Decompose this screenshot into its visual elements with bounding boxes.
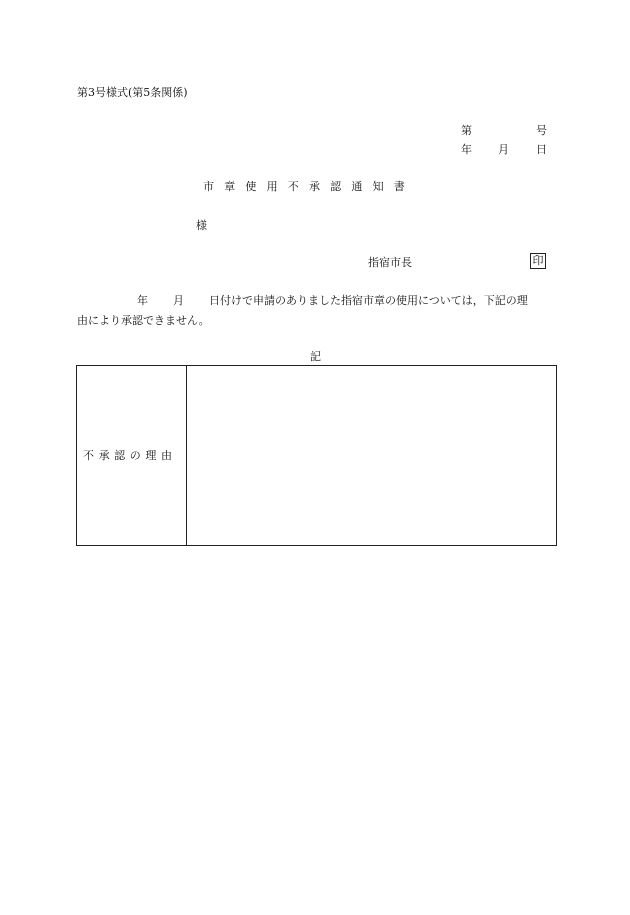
body-year-label: 年 [137, 294, 148, 307]
body-line1-text: 日付けで申請のありました指宿市章の使用については，下記の理 [209, 294, 528, 307]
issuer-name: 指宿市長 [368, 256, 412, 269]
seal-mark: 印 [530, 253, 546, 269]
document-number-suffix: 号 [536, 124, 547, 137]
date-day-label: 日 [536, 143, 547, 156]
date-month-label: 月 [498, 143, 509, 156]
reason-label: 不承認の理由 [83, 449, 177, 462]
body-month-label: 月 [173, 294, 184, 307]
document-number-prefix: 第 [461, 124, 472, 137]
date-year-label: 年 [461, 143, 472, 156]
addressee-honorific: 様 [196, 219, 207, 232]
body-paragraph-line1 [0, 294, 630, 308]
ki-heading: 記 [310, 350, 321, 363]
reason-label-cell [77, 366, 187, 545]
form-number: 第3号様式(第5条関係) [77, 86, 188, 99]
document-title: 市章使用不承認通知書 [203, 180, 415, 193]
reason-table [76, 365, 557, 546]
reason-value-cell [187, 366, 556, 545]
body-paragraph-line2: 由により承認できません。 [77, 314, 210, 327]
